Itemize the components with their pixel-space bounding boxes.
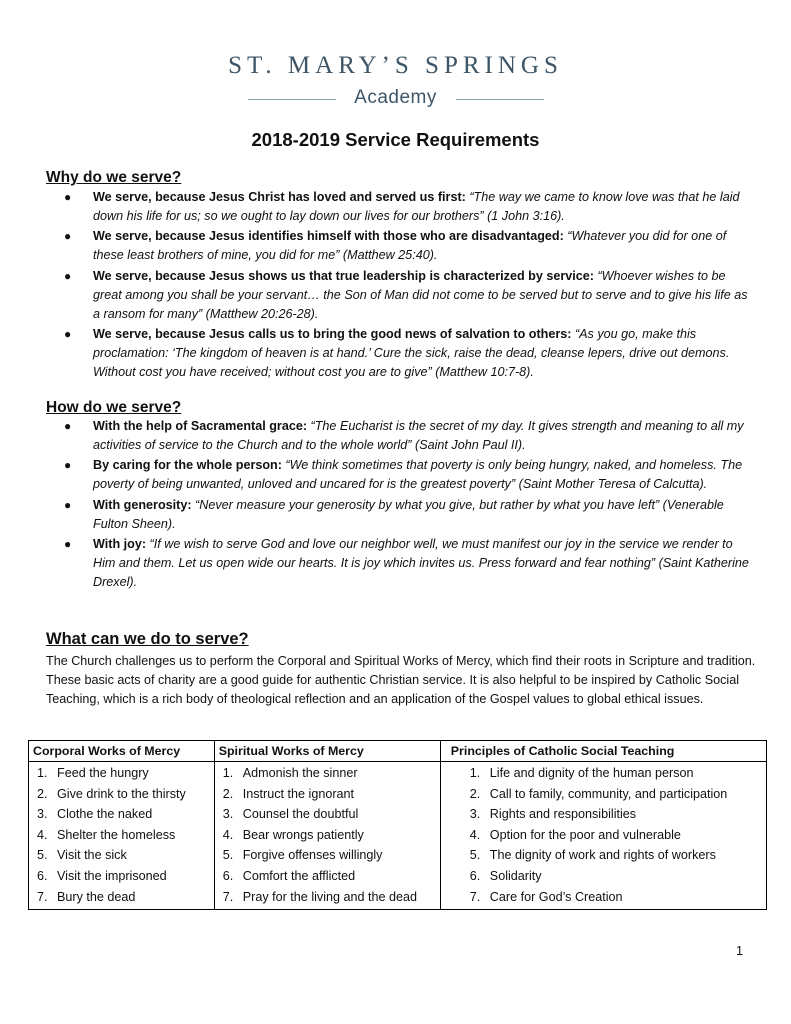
item-text: Give drink to the thirsty	[57, 786, 186, 801]
list-item	[219, 804, 436, 825]
point-lead: By caring for the whole person:	[93, 458, 282, 473]
list-item	[33, 804, 210, 825]
point-quote: “Whoever wishes to be great among you shall be your servant… the Son of Man did not come to be served but to serve and to give his life as a ransom for many” (Matthew 20:26-28).	[93, 268, 748, 321]
list-item	[33, 763, 210, 784]
principles-list	[445, 763, 762, 907]
list-item	[445, 887, 762, 908]
item-number: 7.	[222, 889, 234, 904]
item-number: 5.	[222, 848, 234, 863]
list-item	[219, 845, 436, 866]
point-quote: “The way we came to know love was that he laid down his life for us; so we ought to lay down our lives for our brothers” (1 John 3:16).	[93, 190, 740, 223]
point-lead: We serve, because Jesus shows us that true leadership is characterized by service:	[93, 268, 594, 283]
table-row	[29, 762, 767, 910]
item-text: The dignity of work and rights of workers	[489, 848, 716, 863]
principles-cell	[440, 762, 766, 910]
item-number: 1.	[37, 766, 48, 780]
list-item	[445, 825, 762, 846]
item-text: Shelter the homeless	[57, 827, 176, 842]
why-point	[46, 267, 756, 324]
item-text: Option for the poor and vulnerable	[489, 827, 681, 842]
item-number: 5.	[469, 848, 481, 863]
logo-rule-left	[248, 99, 336, 100]
spiritual-list	[219, 763, 436, 907]
item-number: 5.	[37, 848, 48, 863]
item-text: Admonish the sinner	[242, 766, 358, 780]
works-of-mercy-table	[28, 740, 767, 910]
point-lead: We serve, because Jesus Christ has loved and served us first:	[93, 190, 466, 204]
list-item	[219, 763, 436, 784]
page-number: 1	[736, 944, 744, 958]
bullet-icon: ●	[64, 458, 72, 473]
how-heading: How do we serve?	[46, 399, 182, 416]
how-point	[46, 496, 756, 534]
item-number: 1.	[469, 766, 481, 780]
item-text: Counsel the doubtful	[242, 807, 359, 822]
point-quote: “Whatever you did for one of these least brothers of mine, you did for me” (Matthew 25:40).	[93, 229, 727, 263]
item-number: 3.	[222, 807, 234, 822]
list-item	[445, 784, 762, 805]
item-text: Rights and responsibilities	[489, 807, 637, 822]
item-number: 4.	[37, 827, 48, 842]
bullet-icon: ●	[64, 190, 72, 204]
corporal-list	[33, 763, 210, 907]
item-text: Visit the imprisoned	[57, 868, 167, 883]
bullet-icon: ●	[64, 419, 72, 433]
list-item	[219, 887, 436, 908]
bullet-icon: ●	[64, 326, 72, 341]
item-text: Bury the dead	[57, 889, 136, 904]
item-text: Solidarity	[489, 868, 542, 883]
item-number: 4.	[469, 827, 481, 842]
spiritual-cell	[214, 762, 440, 910]
item-text: Visit the sick	[57, 848, 127, 863]
item-text: Instruct the ignorant	[242, 786, 355, 801]
point-quote: “As you go, make this proclamation: ‘The kingdom of heaven is at hand.’ Cure the sick, raise the dead, cleanse lepers, drive out demons. Without cost you have received; without cost you are to give” (Matthew 10:7-8).	[93, 326, 730, 379]
item-number: 2.	[222, 786, 234, 801]
item-number: 6.	[37, 868, 48, 883]
item-text: Care for God’s Creation	[489, 889, 623, 904]
item-number: 1.	[222, 766, 234, 780]
item-text: Pray for the living and the dead	[242, 889, 418, 904]
item-text: Life and dignity of the human person	[489, 766, 694, 780]
list-item	[33, 825, 210, 846]
item-number: 7.	[469, 889, 481, 904]
what-intro: The Church challenges us to perform the Corporal and Spiritual Works of Mercy, which find their roots in Scripture and tradition. These basic acts of charity are a good guide for authentic Christian service. It is also helpful to be inspired by Catholic Social Teaching, which is a rich body of theological reflection and an application of the Gospel values to global ethical issues.	[46, 654, 756, 707]
bullet-icon: ●	[64, 229, 72, 244]
list-item	[33, 784, 210, 805]
item-number: 7.	[37, 889, 48, 904]
point-lead: We serve, because Jesus calls us to bring the good news of salvation to others:	[93, 326, 572, 341]
list-item	[219, 866, 436, 887]
logo-school-name: ST. MARY’S SPRINGS	[228, 52, 563, 79]
item-text: Clothe the naked	[57, 807, 153, 822]
item-text: Bear wrongs patiently	[242, 827, 364, 842]
point-quote: “If we wish to serve God and love our neighbor well, we must manifest our joy in the service we render to Him and them. Let us open wide our hearts. It is joy which invites us. Press forward and fear nothing” (Saint Katherine Drexel).	[93, 536, 749, 589]
how-list	[46, 417, 756, 593]
why-point	[46, 227, 756, 265]
item-number: 6.	[469, 868, 481, 883]
point-lead: With joy:	[93, 536, 147, 551]
list-item	[33, 866, 210, 887]
item-text: Call to family, community, and participation	[489, 786, 728, 801]
point-quote: “Never measure your generosity by what you give, but rather by what you have left” (Venerable Fulton Sheen).	[93, 497, 724, 531]
point-lead: With generosity:	[93, 497, 192, 512]
header-spiritual: Spiritual Works of Mercy	[214, 741, 440, 762]
logo-academy: Academy	[354, 87, 437, 108]
list-item	[33, 887, 210, 908]
why-point	[46, 188, 756, 226]
list-item	[219, 825, 436, 846]
point-lead: We serve, because Jesus identifies himself with those who are disadvantaged:	[93, 229, 564, 244]
document-title: 2018-2019 Service Requirements	[251, 129, 540, 150]
why-list	[46, 188, 756, 383]
list-item	[33, 845, 210, 866]
how-point	[46, 417, 756, 455]
header-corporal: Corporal Works of Mercy	[29, 741, 215, 762]
list-item	[219, 784, 436, 805]
how-point	[46, 456, 756, 494]
item-text: Feed the hungry	[57, 766, 149, 780]
bullet-icon: ●	[64, 497, 72, 512]
corporal-cell	[29, 762, 215, 910]
item-number: 2.	[37, 786, 48, 801]
header-principles: Principles of Catholic Social Teaching	[440, 741, 766, 762]
item-text: Forgive offenses willingly	[242, 848, 383, 863]
list-item	[445, 845, 762, 866]
logo-rule-right	[456, 99, 544, 100]
item-number: 3.	[37, 807, 48, 822]
list-item	[445, 763, 762, 784]
item-number: 2.	[469, 786, 481, 801]
what-heading: What can we do to serve?	[46, 630, 249, 648]
table-header-row	[29, 741, 767, 762]
bullet-icon: ●	[64, 268, 72, 283]
logo-sub-row	[0, 86, 791, 112]
why-heading: Why do we serve?	[46, 169, 182, 186]
school-logo	[0, 52, 791, 112]
item-number: 3.	[469, 807, 481, 822]
item-text: Comfort the afflicted	[242, 868, 356, 883]
list-item	[445, 866, 762, 887]
how-point	[46, 535, 756, 592]
list-item	[445, 804, 762, 825]
item-number: 6.	[222, 868, 234, 883]
bullet-icon: ●	[64, 536, 72, 551]
point-quote: “The Eucharist is the secret of my day. It gives strength and meaning to all my activities of service to the Church and to the whole world” (Saint John Paul II).	[93, 419, 744, 452]
why-point	[46, 325, 756, 382]
item-number: 4.	[222, 827, 234, 842]
point-lead: With the help of Sacramental grace:	[93, 419, 308, 433]
point-quote: “We think sometimes that poverty is only being hungry, naked, and homeless. The poverty of being unwanted, unloved and uncared for is the greatest poverty” (Saint Mother Teresa of Calcutta).	[93, 458, 743, 492]
